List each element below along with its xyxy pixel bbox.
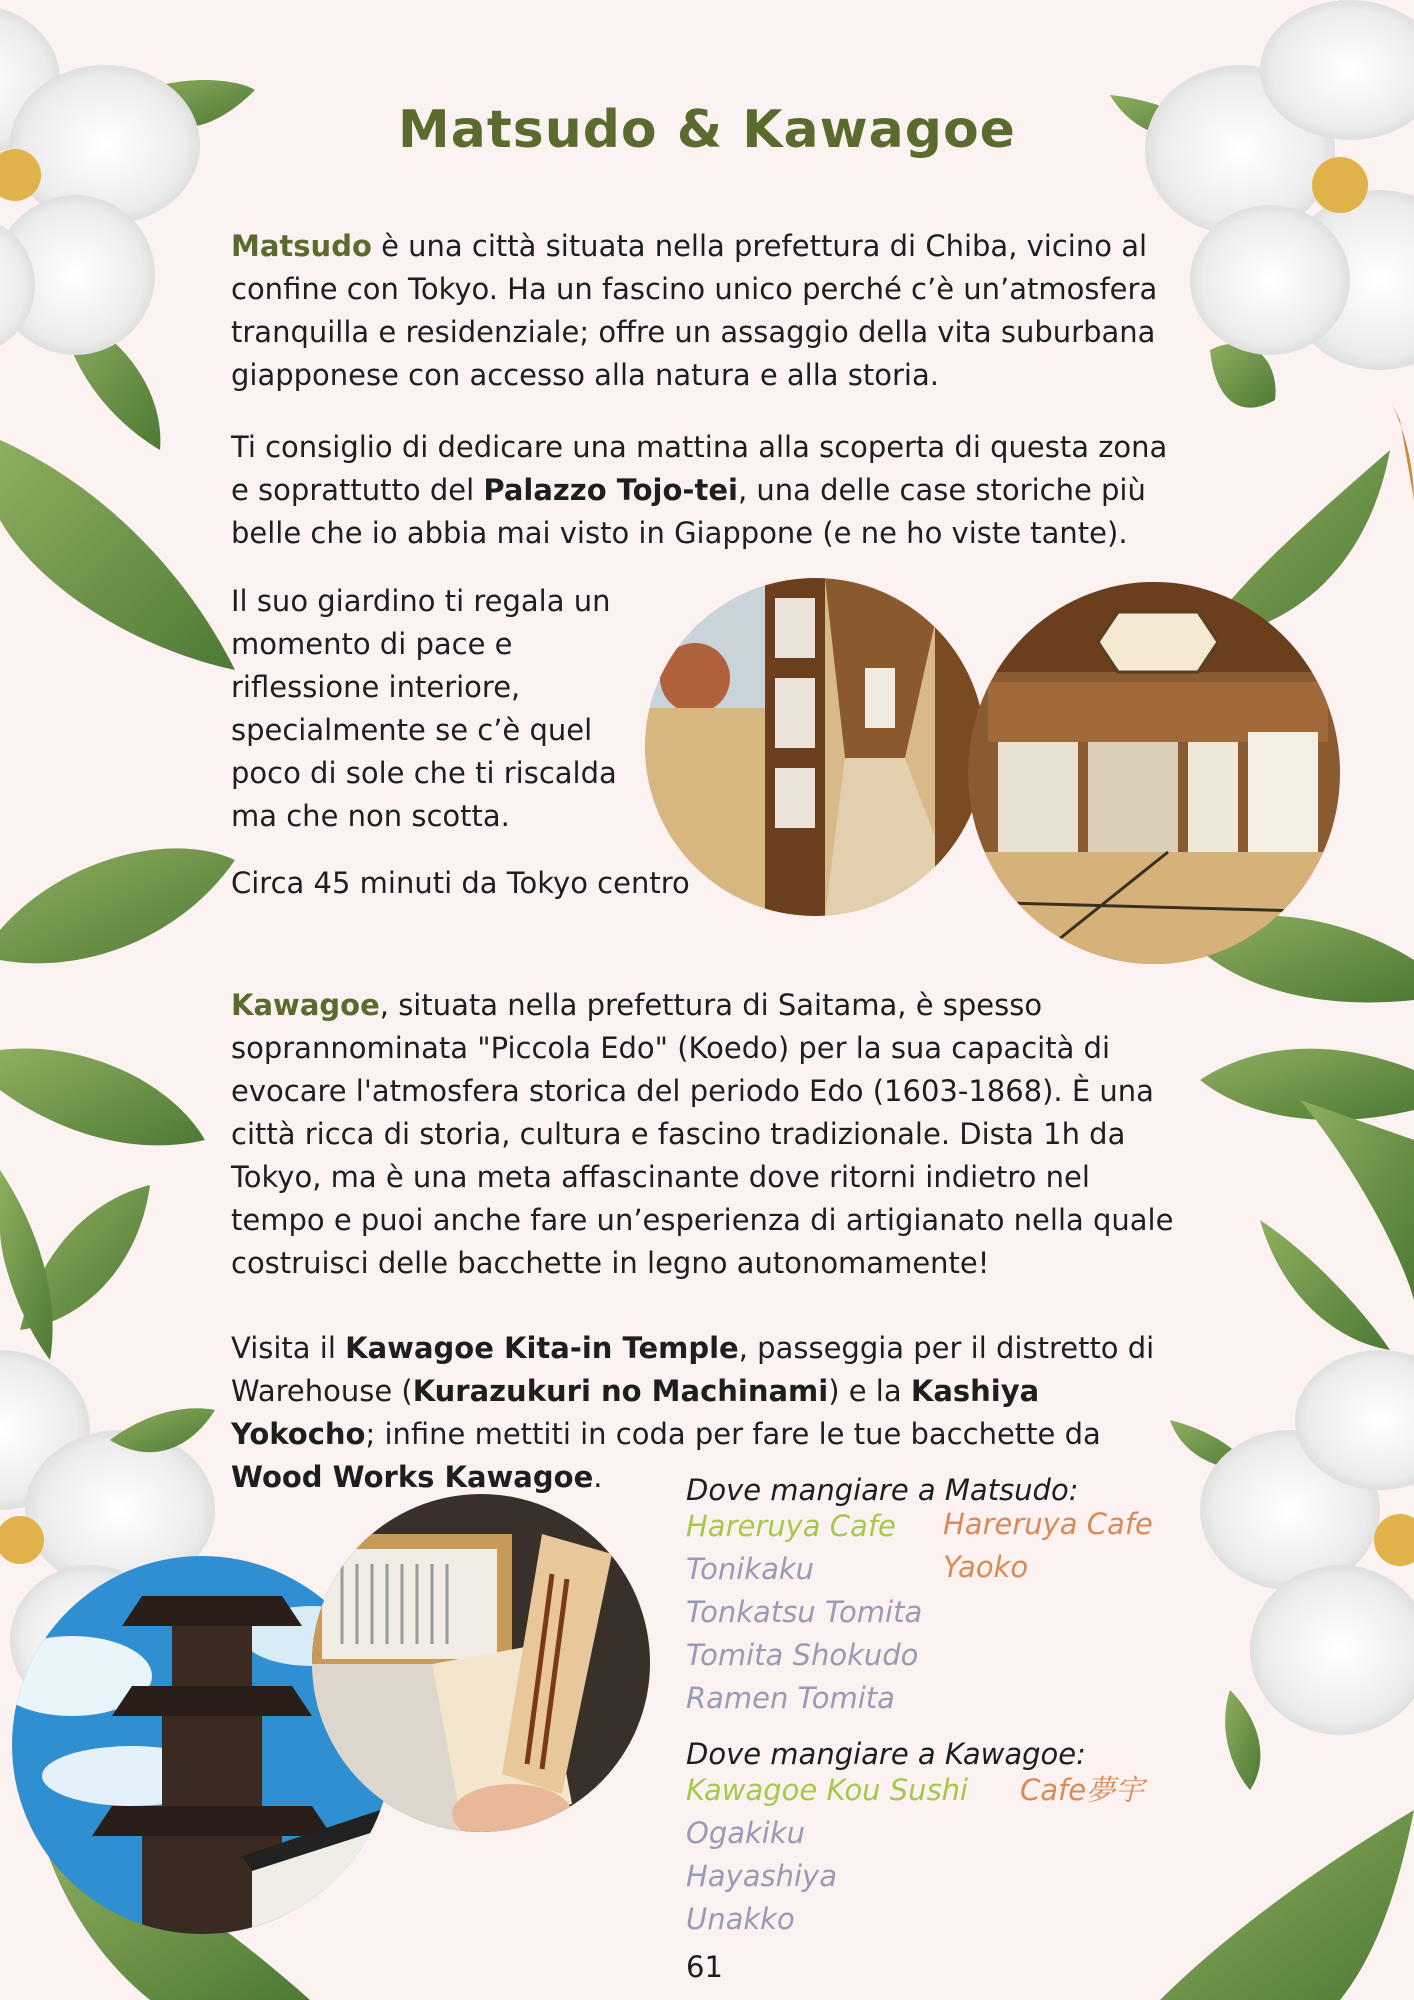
matsudo-garden-paragraph: Il suo giardino ti regala un momento di pace e riflessione interiore, specialmente se c’è quel poco di sole che ti riscalda ma che non scotta. [231,584,617,833]
kawagoe-visit-text-e: . [593,1460,603,1494]
kawagoe-visit-text-b: , passeggia per il distretto di Warehouse ( [231,1331,1155,1408]
kawagoe-food-item: Hayashiya [686,1859,837,1893]
kawagoe-food-heading: Dove mangiare a Kawagoe: [686,1737,1086,1771]
chopsticks-workshop-photo [312,1494,650,1832]
kawagoe-intro-text: , situata nella prefettura di Saitama, è spesso soprannominata "Piccola Edo" (Koedo) per la sua capacità di evocare l'atmosfera storica del periodo Edo (1603-1868). È una città ricca di storia, cultura e fascino tradizionale. Dista 1h da Tokyo, ma è una meta affascinante dove ritorni indietro nel tempo e puoi anche fare un’esperienza di artigianato nella quale costruisci delle bacchette in legno autonomamente! [231,988,1174,1280]
matsudo-food-item: Yaoko [943,1550,1029,1584]
kurazukuri-name: Kurazukuri no Machinami [412,1374,829,1408]
wood-works-kawagoe-name: Wood Works Kawagoe [231,1460,594,1494]
kawagoe-name: Kawagoe [231,988,380,1022]
matsudo-food-item: Ramen Tomita [686,1681,895,1715]
matsudo-travel-time: Circa 45 minuti da Tokyo centro [231,866,690,900]
matsudo-food-item: Tonkatsu Tomita [686,1595,923,1629]
kawagoe-visit-text-c: ) e la [828,1374,911,1408]
matsudo-food-item: Tomita Shokudo [686,1638,919,1672]
matsudo-intro-text: è una città situata nella prefettura di Chiba, vicino al confine con Tokyo. Ha un fascino unico perché c’è un’atmosfera tranquilla e residenziale; offre un assaggio della vita suburbana giapponese con accesso alla natura e alla storia. [231,229,1158,392]
page-number: 61 [686,1950,723,1984]
matsudo-food-item: Tonikaku [686,1552,815,1586]
kawagoe-intro-paragraph [231,984,1191,1285]
kawagoe-food-item: Cafe夢宇 [1020,1773,1145,1807]
matsudo-palazzo-text-a: Ti consiglio di dedicare una mattina alla scoperta di questa zona e soprattutto del [231,430,1168,507]
kawagoe-visit-text-a: Visita il [231,1331,346,1365]
kawagoe-visit-text-d: ; infine mettiti in coda per fare le tue bacchette da [365,1417,1101,1451]
kita-in-temple-name: Kawagoe Kita-in Temple [345,1331,739,1365]
palazzo-tojo-tei-name: Palazzo Tojo-tei [483,473,738,507]
kawagoe-food-item: Kawagoe Kou Sushi [686,1773,969,1807]
matsudo-palazzo-paragraph [231,426,1191,555]
matsudo-food-item: Hareruya Cafe [686,1509,896,1543]
kashiya-yokocho-name: Kashiya Yokocho [231,1374,1040,1451]
tojo-tei-corridor-photo [645,578,985,916]
matsudo-food-heading: Dove mangiare a Matsudo: [686,1473,1079,1507]
page-title: Matsudo & Kawagoe [398,100,1016,160]
matsudo-intro-paragraph [231,225,1191,397]
tojo-tei-tatami-room-photo [968,582,1340,964]
matsudo-name: Matsudo [231,229,372,263]
matsudo-palazzo-text-b: , una delle case storiche più belle che io abbia mai visto in Giappone (e ne ho viste tante). [231,473,1146,550]
kawagoe-food-item: Unakko [686,1902,795,1936]
kawagoe-food-item: Ogakiku [686,1816,806,1850]
matsudo-food-item: Hareruya Cafe [943,1507,1153,1541]
